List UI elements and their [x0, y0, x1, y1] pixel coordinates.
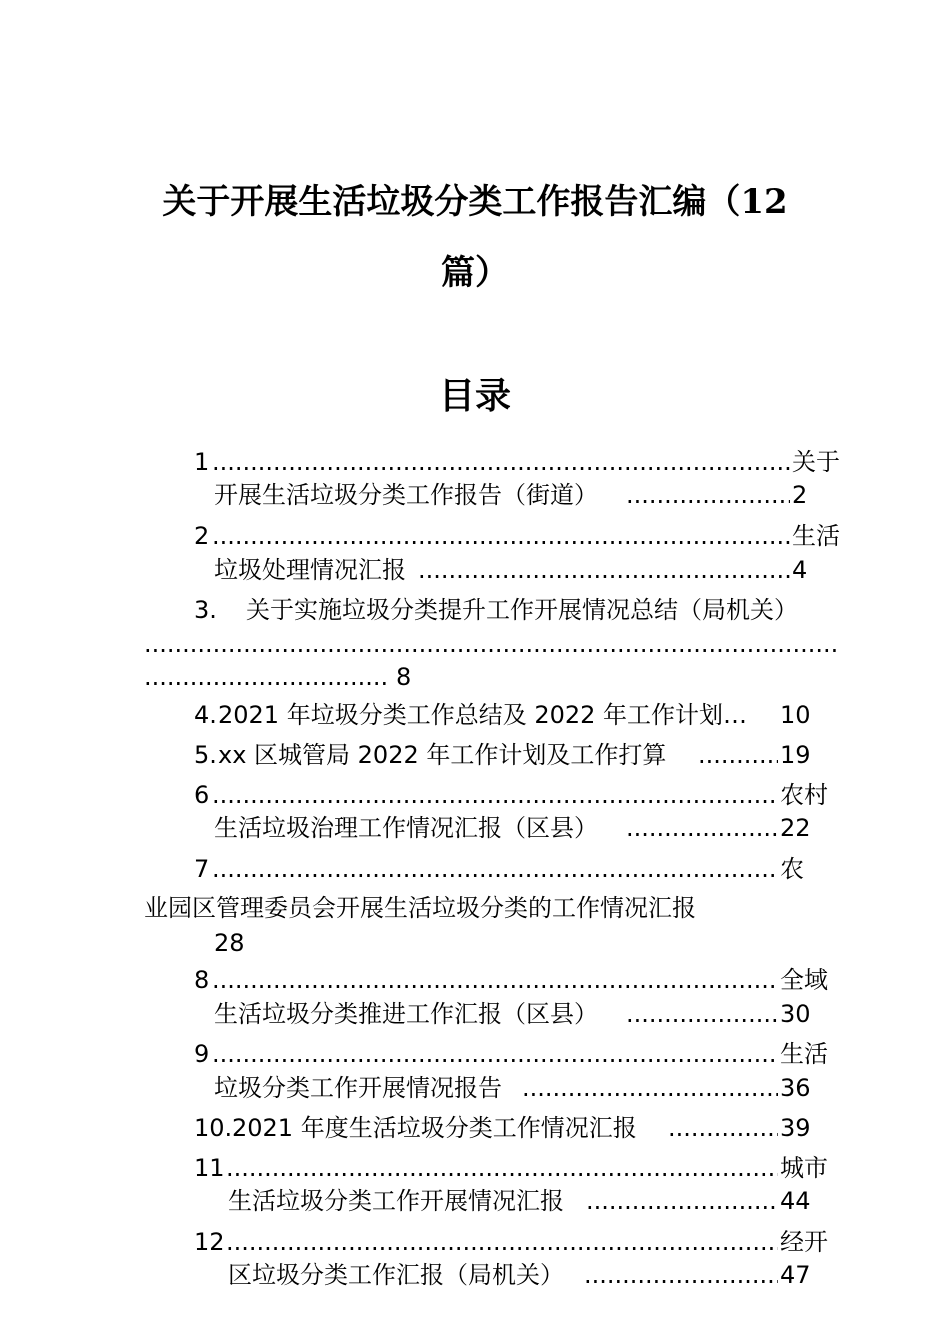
toc-entry-number: 7: [194, 855, 210, 883]
toc-leader-dots: [418, 554, 790, 586]
toc-leader-dots: [212, 964, 778, 996]
toc-entry-title: 关于实施垃圾分类提升工作开展情况总结（局机关）: [246, 596, 798, 624]
toc-entry-number: 12: [194, 1228, 225, 1256]
toc-leader-dots: [144, 628, 840, 660]
toc-entry-page: 44: [780, 1187, 811, 1215]
toc-leader-dots: [212, 446, 790, 478]
document-title-line-2: 篇）: [441, 253, 509, 293]
toc-entry-title-start: 城市: [780, 1154, 828, 1182]
toc-entry-title-rest: 生活垃圾分类工作开展情况汇报: [228, 1187, 564, 1215]
toc-entry-page: 8: [396, 663, 412, 691]
toc-entry-title-rest: 生活垃圾治理工作情况汇报（区县）: [214, 814, 598, 842]
toc-leader-dots: [212, 1038, 778, 1070]
toc-entry-number: 10.: [194, 1114, 233, 1142]
toc-entry-number: 8: [194, 966, 210, 994]
toc-leader-dots: [586, 1185, 778, 1217]
toc-leader-dots: [626, 812, 778, 844]
toc-entry-title-start: 生活: [780, 1040, 828, 1068]
toc-leader-dots: [698, 739, 778, 771]
toc-entry-title-rest: 开展生活垃圾分类工作报告（街道）: [214, 481, 598, 509]
toc-entry-page: 30: [780, 1000, 811, 1028]
toc-entry-title-start: 生活: [792, 522, 840, 550]
toc-entry-page: 28: [214, 929, 245, 957]
toc-entry-title-rest: 区垃圾分类工作汇报（局机关）: [228, 1261, 564, 1289]
toc-entry-number: 2: [194, 522, 210, 550]
toc-leader-dots: [144, 661, 388, 693]
toc-leader-dots: [226, 1152, 778, 1184]
toc-entry-page: 4: [792, 556, 808, 584]
toc-entry-title: 2021 年垃圾分类工作总结及 2022 年工作计划…: [218, 701, 748, 729]
toc-entry-title-start: 经开: [780, 1228, 828, 1256]
toc-entry-title-start: 关于: [792, 448, 840, 476]
toc-entry-page: 10: [780, 701, 811, 729]
toc-entry-page: 19: [780, 741, 811, 769]
toc-entry-page: 39: [780, 1114, 811, 1142]
toc-heading: 目录: [438, 375, 511, 417]
toc-leader-dots: [212, 779, 778, 811]
toc-entry-number: 5.: [194, 741, 217, 769]
toc-leader-dots: [668, 1112, 778, 1144]
toc-leader-dots: [212, 853, 778, 885]
toc-leader-dots: [212, 520, 790, 552]
toc-entry-title: xx 区城管局 2022 年工作计划及工作打算: [218, 741, 667, 769]
toc-entry-title-rest: 业园区管理委员会开展生活垃圾分类的工作情况汇报: [144, 894, 696, 922]
toc-entry-number: 11: [194, 1154, 225, 1182]
toc-entry-page: 22: [780, 814, 811, 842]
toc-entry-title: 2021 年度生活垃圾分类工作情况汇报: [232, 1114, 637, 1142]
toc-leader-dots: [626, 998, 778, 1030]
toc-entry-title-start: 农: [780, 855, 804, 883]
toc-entry-number: 6: [194, 781, 210, 809]
toc-entry-number: 1: [194, 448, 210, 476]
toc-entry-title-rest: 垃圾分类工作开展情况报告: [214, 1074, 502, 1102]
toc-entry-page: 36: [780, 1074, 811, 1102]
toc-leader-dots: [626, 479, 790, 511]
toc-entry-number: 4.: [194, 701, 217, 729]
toc-leader-dots: [584, 1259, 778, 1291]
toc-entry-page: 2: [792, 481, 808, 509]
toc-entry-title-start: 全域: [780, 966, 828, 994]
toc-leader-dots: [226, 1226, 778, 1258]
toc-entry-title-start: 农村: [780, 781, 828, 809]
document-title-line-1: 关于开展生活垃圾分类工作报告汇编（12: [162, 182, 788, 222]
toc-entry-title-rest: 生活垃圾分类推进工作汇报（区县）: [214, 1000, 598, 1028]
toc-leader-dots: [522, 1072, 778, 1104]
toc-entry-page: 47: [780, 1261, 811, 1289]
toc-entry-title-rest: 垃圾处理情况汇报: [214, 556, 406, 584]
toc-entry-number: 3.: [194, 596, 217, 624]
toc-entry-number: 9: [194, 1040, 210, 1068]
